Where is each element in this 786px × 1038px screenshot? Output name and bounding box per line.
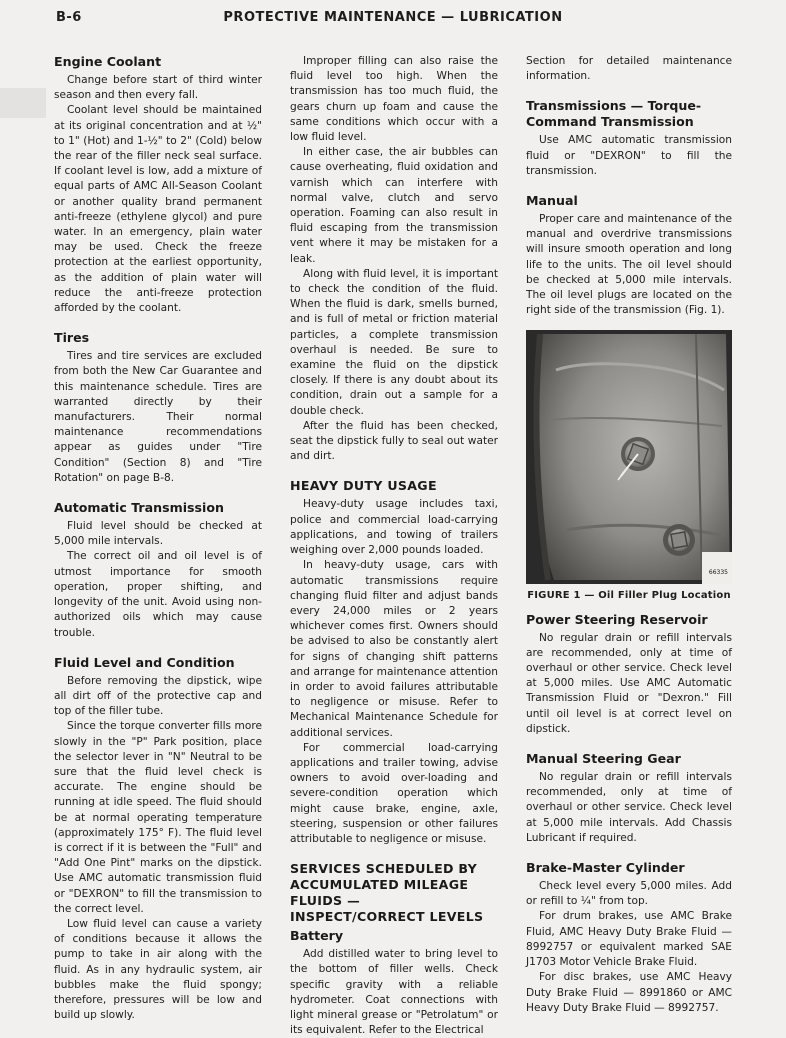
column-1 bbox=[54, 54, 262, 1023]
paragraph: Coolant level should be maintained at its original concentration and at ½" to 1" (Hot) and 1-½" to 2" (Cold) below the rear of the filler neck seal surface. If coolant level is low, add a mixture of equal parts of AMC All-Season Coolant or another quality brand permanent anti-freeze (ethylene glycol) and pure water. In an emergency, plain water may be used. Check the freeze protection at the earliest opportunity, as the addition of plain water will reduce the anti-freeze protection afforded by the coolant. bbox=[54, 104, 262, 315]
transmission-photo bbox=[526, 330, 732, 584]
page-header bbox=[0, 0, 786, 30]
paragraph: Add distilled water to bring level to the bottom of filler wells. Check specific gravity with a reliable hydrometer. Coat connections with light mineral grease or "Petrolatum" or its equivalent. Refer to the Electrical bbox=[290, 948, 498, 1037]
figure-oil-filler-plug-photo bbox=[526, 330, 732, 584]
heading-fluid-level: Fluid Level and Condition bbox=[54, 654, 235, 670]
heading-brake-master-cylinder: Brake-Master Cylinder bbox=[526, 860, 685, 876]
paragraph: Fluid level should be checked at 5,000 mile intervals. bbox=[54, 520, 262, 548]
heading-battery: Battery bbox=[290, 928, 344, 944]
column-2 bbox=[290, 54, 498, 1038]
page-edge-tab bbox=[0, 88, 46, 118]
running-title: PROTECTIVE MAINTENANCE — LUBRICATION bbox=[223, 10, 563, 25]
heading-manual-steering-gear: Manual Steering Gear bbox=[526, 751, 681, 767]
heading-heavy-duty-usage: HEAVY DUTY USAGE bbox=[290, 478, 437, 494]
paragraph: Before removing the dipstick, wipe all dirt off of the protective cap and top of the filler tube. bbox=[54, 674, 262, 718]
page-number: B-6 bbox=[56, 10, 82, 25]
paragraph: For drum brakes, use AMC Brake Fluid, AMC Heavy Duty Brake Fluid — 8992757 or equivalent marked SAE J1703 Motor Vehicle Brake Fluid. bbox=[526, 910, 732, 969]
heading-transmissions-torque-command: Transmissions — Torque-Command Transmission bbox=[526, 98, 702, 130]
paragraph: For disc brakes, use AMC Heavy Duty Brake Fluid — 8991860 or AMC Heavy Duty Brake Fluid — 8992757. bbox=[526, 971, 732, 1014]
paragraph: Change before start of third winter season and then every fall. bbox=[54, 74, 262, 102]
paragraph: For commercial load-carrying applications and trailer towing, advise owners to avoid over-loading and severe-condition operation which might cause brake, engine, axle, steering, suspension or other failures attributable to negligence or misuse. bbox=[290, 741, 498, 845]
paragraph: Use AMC automatic transmission fluid or "DEXRON" to fill the transmission. bbox=[526, 134, 732, 177]
paragraph: Section for detailed maintenance information. bbox=[526, 55, 732, 83]
paragraph: In either case, the air bubbles can cause overheating, fluid oxidation and varnish which can interfere with normal valve, clutch and servo operation. Foaming can also result in fluid escaping from the transmission vent where it may be mistaken for a leak. bbox=[290, 146, 498, 265]
paragraph: Along with fluid level, it is important to check the condition of the fluid. When the fluid is dark, smells burned, and is full of metal or friction material particles, a complete transmission overhaul is needed. Be sure to examine the fluid on the dipstick closely. If there is any doubt about its condition, drain out a sample for a double check. bbox=[290, 267, 498, 417]
heading-engine-coolant: Engine Coolant bbox=[54, 54, 162, 69]
heading-manual: Manual bbox=[526, 193, 578, 209]
heading-power-steering: Power Steering Reservoir bbox=[526, 611, 708, 627]
figure-reference-number: 66335 bbox=[708, 569, 728, 577]
paragraph: Tires and tire services are excluded from both the New Car Guarantee and this maintenance schedule. Tires are warranted directly by their manufacturers. Their normal maintenance recommendations appear as guides under "Tire Condition" (Section 8) and "Tire Rotation" on page B-8. bbox=[54, 350, 262, 484]
paragraph: Proper care and maintenance of the manual and overdrive transmissions will insure smooth operation and long life to the units. The oil level should be checked at 5,000 mile intervals. The oil level plugs are located on the right side of the transmission (Fig. 1). bbox=[526, 213, 732, 317]
paragraph: No regular drain or refill intervals are recommended, only at time of overhaul or other service. Check level at 5,000 miles. Use AMC Automatic Transmission Fluid or "Dexron." Fill until oil level is at correct level on dipstick. bbox=[526, 631, 732, 735]
heading-services-scheduled: SERVICES SCHEDULED BY ACCUMULATED MILEAGE FLUIDS — INSPECT/CORRECT LEVELS bbox=[290, 861, 484, 925]
paragraph: Check level every 5,000 miles. Add or refill to ¼" from top. bbox=[526, 880, 732, 908]
paragraph: Improper filling can also raise the fluid level too high. When the transmission has too much fluid, the gears churn up foam and cause the same conditions which occur with a low fluid level. bbox=[290, 55, 498, 144]
heading-tires: Tires bbox=[54, 330, 90, 346]
paragraph: Heavy-duty usage includes taxi, police and commercial load-carrying applications, and towing of trailers weighing over 2,000 pounds loaded. bbox=[290, 498, 498, 557]
paragraph: After the fluid has been checked, seat the dipstick fully to seal out water and dirt. bbox=[290, 419, 498, 463]
paragraph: Since the torque converter fills more slowly in the "P" Park position, place the selector lever in "N" Neutral to be sure that the fluid level check is accurate. The engine should be running at idle speed. The fluid should be at normal operating temperature (approximately 175° F). The fluid level is correct if it is between the "Full" and "Add One Pint" marks on the dipstick. Use AMC automatic transmission fluid or "DEXRON" to fill the transmission to the correct level. bbox=[54, 720, 262, 915]
paragraph: The correct oil and oil level is of utmost importance for smooth operation, proper shifting, and longevity of the unit. Avoid using non-authorized oils which may cause trouble. bbox=[54, 550, 262, 639]
paragraph: No regular drain or refill intervals recommended, only at time of overhaul or other service. Check level at 5,000 mile intervals. Add Chassis Lubricant if required. bbox=[526, 771, 732, 844]
figure-caption: FIGURE 1 — Oil Filler Plug Location bbox=[527, 590, 731, 602]
column-3 bbox=[526, 54, 732, 1016]
heading-automatic-transmission: Automatic Transmission bbox=[54, 500, 224, 516]
paragraph: Low fluid level can cause a variety of conditions because it allows the pump to take in air along with the fluid. As in any hydraulic system, air bubbles make the fluid spongy; therefore, pressures will be low and build up slowly. bbox=[54, 917, 262, 1022]
paragraph: In heavy-duty usage, cars with automatic transmissions require changing fluid filter and adjust bands every 24,000 miles or 2 years whichever comes first. Owners should be advised to also be constantly alert for signs of changing shift patterns and arrange for maintenance attention in order to avoid failures attributable to negligence or misuse. Refer to Mechanical Maintenance Schedule for additional services. bbox=[290, 559, 498, 739]
